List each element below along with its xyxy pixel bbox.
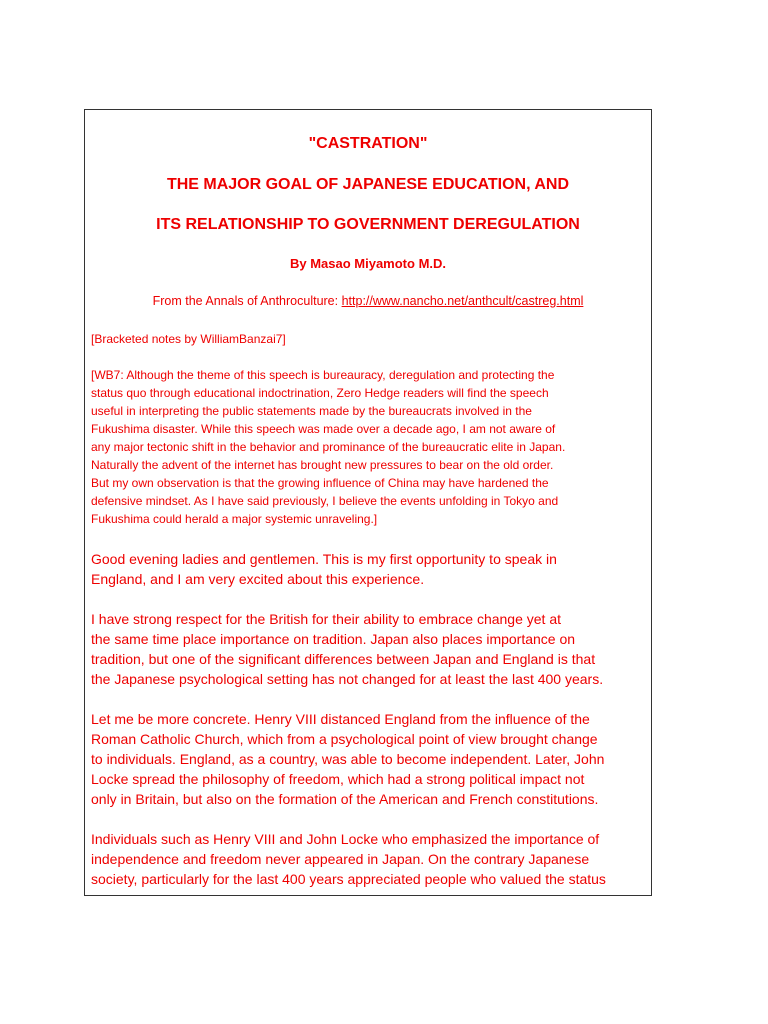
paragraph-1 — [91, 549, 647, 589]
wb7-note-line: useful in interpreting the public statements made by the bureaucrats involved in the — [91, 404, 532, 418]
paragraph-3 — [91, 709, 647, 809]
paragraph-line: the Japanese psychological setting has not changed for at least the last 400 years. — [91, 671, 604, 687]
paragraph-line: tradition, but one of the significant differences between Japan and England is that — [91, 651, 596, 667]
paragraph-line: the same time place importance on tradition. Japan also places importance on — [91, 631, 576, 647]
wb7-note-line: Fukushima disaster. While this speech was made over a decade ago, I am not aware of — [91, 422, 556, 436]
paragraph-2 — [91, 609, 647, 689]
paragraph-line: society, particularly for the last 400 years appreciated people who valued the status — [91, 871, 606, 887]
document-page — [84, 109, 652, 896]
paragraph-line: independence and freedom never appeared in Japan. On the contrary Japanese — [91, 851, 590, 867]
paragraph-line: Locke spread the philosophy of freedom, which had a strong political impact not — [91, 771, 585, 787]
document-title-line-3: ITS RELATIONSHIP TO GOVERNMENT DEREGULATION — [156, 216, 580, 233]
paragraph-line: I have strong respect for the British for their ability to embrace change yet at — [91, 611, 562, 627]
wb7-note — [91, 366, 647, 528]
author-byline: By Masao Miyamoto M.D. — [289, 256, 447, 271]
paragraph-line: Good evening ladies and gentlemen. This is my first opportunity to speak in — [91, 551, 557, 567]
paragraph-line: to individuals. England, as a country, was able to become independent. Later, John — [91, 751, 605, 767]
wb7-note-line: [WB7: Although the theme of this speech is bureauracy, deregulation and protecting the — [91, 368, 555, 382]
paragraph-line: England, and I am very excited about this experience. — [91, 571, 425, 587]
paragraph-line: Let me be more concrete. Henry VIII distanced England from the influence of the — [91, 711, 590, 727]
wb7-note-line: any major tectonic shift in the behavior and prominance of the bureaucratic elite in Japan. — [91, 440, 566, 454]
source-prefix: From the Annals of Anthroculture: — [152, 294, 342, 308]
document-title-quote: "CASTRATION" — [308, 135, 428, 152]
wb7-note-line: But my own observation is that the growing influence of China may have hardened the — [91, 476, 549, 490]
wb7-note-line: Fukushima could herald a major systemic unraveling.] — [91, 512, 378, 526]
paragraph-line: Roman Catholic Church, which from a psychological point of view brought change — [91, 731, 598, 747]
document-title-line-2: THE MAJOR GOAL OF JAPANESE EDUCATION, AND — [166, 176, 570, 193]
paragraph-line: only in Britain, but also on the formation of the American and French constitutions. — [91, 791, 599, 807]
wb7-note-line: Naturally the advent of the internet has brought new pressures to bear on the old order. — [91, 458, 554, 472]
paragraph-4 — [91, 829, 647, 889]
wb7-note-line: defensive mindset. As I have said previously, I believe the events unfolding in Tokyo and — [91, 494, 559, 508]
wb7-note-line: status quo through educational indoctrination, Zero Hedge readers will find the speech — [91, 386, 549, 400]
source-link[interactable]: http://www.nancho.net/anthcult/castreg.html — [341, 294, 584, 308]
source-citation — [85, 293, 651, 309]
bracket-note: [Bracketed notes by WilliamBanzai7] — [91, 332, 286, 346]
paragraph-line: Individuals such as Henry VIII and John Locke who emphasized the importance of — [91, 831, 600, 847]
